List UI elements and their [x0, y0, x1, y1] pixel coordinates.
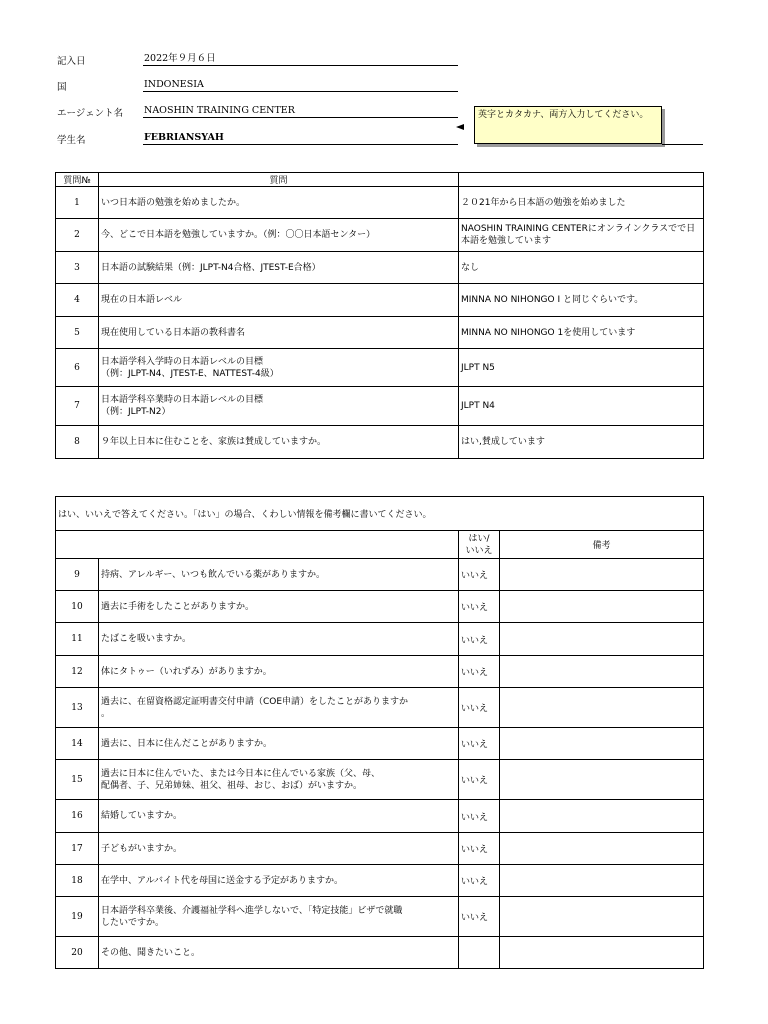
yes-no-cell[interactable]: いいえ [459, 656, 500, 688]
question-text: たばこを吸いますか。 [99, 623, 459, 656]
yes-no-cell[interactable]: いいえ [459, 688, 500, 728]
yes-no-cell[interactable]: いいえ [459, 591, 500, 623]
remarks-cell[interactable] [500, 760, 704, 800]
question-text: 現在の日本語レベル [99, 284, 459, 317]
row-number: 3 [56, 252, 99, 284]
question-text: 体にタトゥー（いれずみ）がありますか。 [99, 656, 459, 688]
comment-note: 英字とカタカナ、両方入力してください。 [474, 106, 662, 144]
agent-field[interactable]: NAOSHIN TRAINING CENTER [143, 104, 458, 118]
table-row [56, 387, 704, 426]
yes-no-questions-table [55, 496, 704, 969]
table-row [56, 688, 704, 728]
col-header-yes-no: はい/ いいえ [459, 531, 500, 559]
note-pointer [456, 124, 464, 130]
remarks-cell[interactable] [500, 728, 704, 760]
instruction-text: はい、いいえで答えてください。「はい」の場合、くわしい情報を備考欄に書いてください。 [56, 497, 704, 531]
row-number: 12 [56, 656, 99, 688]
table-row [56, 800, 704, 833]
table-row [56, 760, 704, 800]
question-text: 今、どこで日本語を勉強していますか。（例：〇〇日本語センター） [99, 219, 459, 252]
row-number: 4 [56, 284, 99, 317]
row-number: 15 [56, 760, 99, 800]
question-text: 子どもがいますか。 [99, 833, 459, 865]
question-text: 過去に、日本に住んだことがありますか。 [99, 728, 459, 760]
table-row [56, 623, 704, 656]
question-text: 結婚していますか。 [99, 800, 459, 833]
table-row [56, 833, 704, 865]
answer-cell[interactable]: JLPT N4 [459, 387, 704, 426]
remarks-cell[interactable] [500, 591, 704, 623]
table-header-row [56, 173, 704, 187]
table-row [56, 728, 704, 760]
remarks-cell[interactable] [500, 688, 704, 728]
remarks-cell[interactable] [500, 800, 704, 833]
row-number: 10 [56, 591, 99, 623]
table-row [56, 937, 704, 969]
header-blank-cell [56, 531, 459, 559]
row-number: 11 [56, 623, 99, 656]
answer-cell[interactable]: はい,賛成しています [459, 426, 704, 459]
question-text: 日本語学科卒業後、介護福祉学科へ進学しないで、「特定技能」ビザで就職 したいですか。 [99, 897, 459, 937]
col-header-question: 質問 [99, 173, 459, 187]
table-row [56, 187, 704, 219]
table-header-row [56, 531, 704, 559]
table-row [56, 865, 704, 897]
yes-no-cell[interactable]: いいえ [459, 623, 500, 656]
answer-cell[interactable]: NAOSHIN TRAINING CENTERにオンラインクラスでで日本語を勉強しています [459, 219, 704, 252]
row-number: 17 [56, 833, 99, 865]
table-row [56, 317, 704, 349]
yes-no-cell[interactable]: いいえ [459, 800, 500, 833]
col-header-answer [459, 173, 704, 187]
col-header-no: 質問№ [56, 173, 99, 187]
table-row [56, 252, 704, 284]
student-label: 学生名 [57, 135, 86, 146]
remarks-cell[interactable] [500, 623, 704, 656]
yes-no-cell[interactable]: いいえ [459, 760, 500, 800]
row-number: 19 [56, 897, 99, 937]
table-row [56, 897, 704, 937]
row-number: 18 [56, 865, 99, 897]
table-row [56, 656, 704, 688]
question-text: 過去に、在留資格認定証明書交付申請（COE申請）をしたことがありますか 。 [99, 688, 459, 728]
note-underline [662, 144, 703, 145]
table-row [56, 559, 704, 591]
question-text: 日本語学科卒業時の日本語レベルの目標 （例：JLPT-N2） [99, 387, 459, 426]
yes-no-cell[interactable]: いいえ [459, 897, 500, 937]
remarks-cell[interactable] [500, 897, 704, 937]
question-text: 日本語学科入学時の日本語レベルの目標 （例：JLPT-N4、JTEST-E、NATTEST-4級） [99, 349, 459, 387]
answer-cell[interactable]: JLPT N5 [459, 349, 704, 387]
question-text: 過去に手術をしたことがありますか。 [99, 591, 459, 623]
remarks-cell[interactable] [500, 656, 704, 688]
answer-cell[interactable]: MINNA NO NIHONGO I と同じぐらいです。 [459, 284, 704, 317]
answer-cell[interactable]: MINNA NO NIHONGO 1を使用しています [459, 317, 704, 349]
yes-no-cell[interactable] [459, 937, 500, 969]
yes-no-cell[interactable]: いいえ [459, 865, 500, 897]
answer-cell[interactable]: ２０21年から日本語の勉強を始めました [459, 187, 704, 219]
row-number: 16 [56, 800, 99, 833]
remarks-cell[interactable] [500, 937, 704, 969]
remarks-cell[interactable] [500, 833, 704, 865]
row-number: 14 [56, 728, 99, 760]
row-number: 2 [56, 219, 99, 252]
row-number: 9 [56, 559, 99, 591]
row-number: 8 [56, 426, 99, 459]
col-header-remarks: 備考 [500, 531, 704, 559]
remarks-cell[interactable] [500, 865, 704, 897]
table-row [56, 349, 704, 387]
table-row [56, 591, 704, 623]
country-label: 国 [57, 82, 67, 93]
row-number: 5 [56, 317, 99, 349]
row-number: 6 [56, 349, 99, 387]
question-text: 現在使用している日本語の教科書名 [99, 317, 459, 349]
yes-no-cell[interactable]: いいえ [459, 728, 500, 760]
question-text: いつ日本語の勉強を始めましたか。 [99, 187, 459, 219]
japanese-study-table [55, 172, 704, 459]
table-row [56, 426, 704, 459]
row-number: 7 [56, 387, 99, 426]
question-text: 在学中、アルバイト代を母国に送金する予定がありますか。 [99, 865, 459, 897]
agent-label: エージェント名 [57, 108, 124, 119]
date-label: 記入日 [57, 56, 86, 67]
answer-cell[interactable]: なし [459, 252, 704, 284]
row-number: 1 [56, 187, 99, 219]
yes-no-cell[interactable]: いいえ [459, 559, 500, 591]
row-number: 13 [56, 688, 99, 728]
question-text: ９年以上日本に住むことを、家族は賛成していますか。 [99, 426, 459, 459]
yes-no-cell[interactable]: いいえ [459, 833, 500, 865]
country-field[interactable]: INDONESIA [143, 78, 458, 92]
question-text: 持病、アレルギー、いつも飲んでいる薬がありますか。 [99, 559, 459, 591]
student-name-field[interactable]: FEBRIANSYAH [143, 131, 458, 145]
remarks-cell[interactable] [500, 559, 704, 591]
row-number: 20 [56, 937, 99, 969]
date-field[interactable]: 2022年９月６日 [143, 52, 458, 66]
table-row [56, 284, 704, 317]
question-text: 日本語の試験結果（例：JLPT-N4合格、JTEST-E合格） [99, 252, 459, 284]
table-row [56, 219, 704, 252]
question-text: その他、聞きたいこと。 [99, 937, 459, 969]
question-text: 過去に日本に住んでいた、または今日本に住んでいる家族（父、母、 配偶者、子、兄弟姉妹、祖父、祖母、おじ、おば）がいますか。 [99, 760, 459, 800]
instruction-row [56, 497, 704, 531]
